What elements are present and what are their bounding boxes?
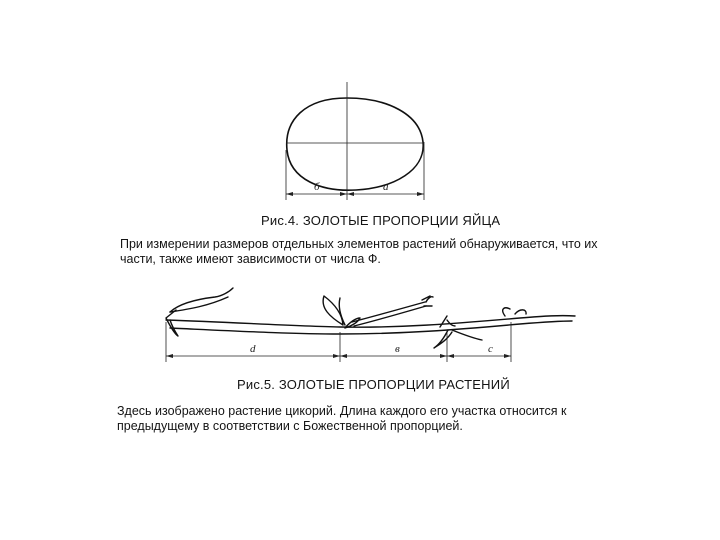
egg-dim-arrow-left [286,192,293,196]
paragraph-1-line-2: части, также имеют зависимости от числа Ф. [120,252,381,266]
paragraph-1 [120,237,597,267]
egg-label-a: а [383,181,389,193]
plant-dim-arrow-6 [504,354,511,358]
egg-dim-arrow-mid-left [340,192,347,196]
plant-drawing [166,288,575,348]
plant-right-tip-leaf [503,308,526,316]
plant-label-d: d [250,343,256,355]
plant-dim-arrow-1 [166,354,173,358]
egg-dim-arrow-right [417,192,424,196]
plant-figure-caption: Рис.5. ЗОЛОТЫЕ ПРОПОРЦИИ РАСТЕНИЙ [237,377,510,392]
egg-dim-arrow-mid-right [347,192,354,196]
paragraph-2-line-2: предыдущему в соответствии с Божественной пропорцией. [117,419,463,433]
plant-branch-1 [352,302,425,322]
plant-label-b: в [395,343,400,355]
plant-left-bud [166,310,178,336]
paragraph-1-line-1: При измерении размеров отдельных элементов растений обнаруживается, что их [120,237,598,251]
plant-left-leaf [170,288,233,312]
plant-right-leaf-down [434,330,452,348]
egg-figure-caption: Рис.4. ЗОЛОТЫЕ ПРОПОРЦИИ ЯЙЦА [261,213,501,228]
paragraph-2-line-1: Здесь изображено растение цикорий. Длина каждого его участка относится к [117,404,567,418]
plant-dim-arrow-4 [440,354,447,358]
egg-label-b: б [314,181,320,193]
paragraph-2 [117,404,566,434]
plant-right-node [440,316,455,327]
plant-dim-arrow-3 [340,354,347,358]
egg-outline [287,98,423,190]
plant-dim-arrow-2 [333,354,340,358]
plant-right-small-branch [452,330,482,340]
plant-dim-arrow-5 [447,354,454,358]
plant-label-c: с [488,343,493,355]
plant-branch-1-tip [422,296,433,306]
